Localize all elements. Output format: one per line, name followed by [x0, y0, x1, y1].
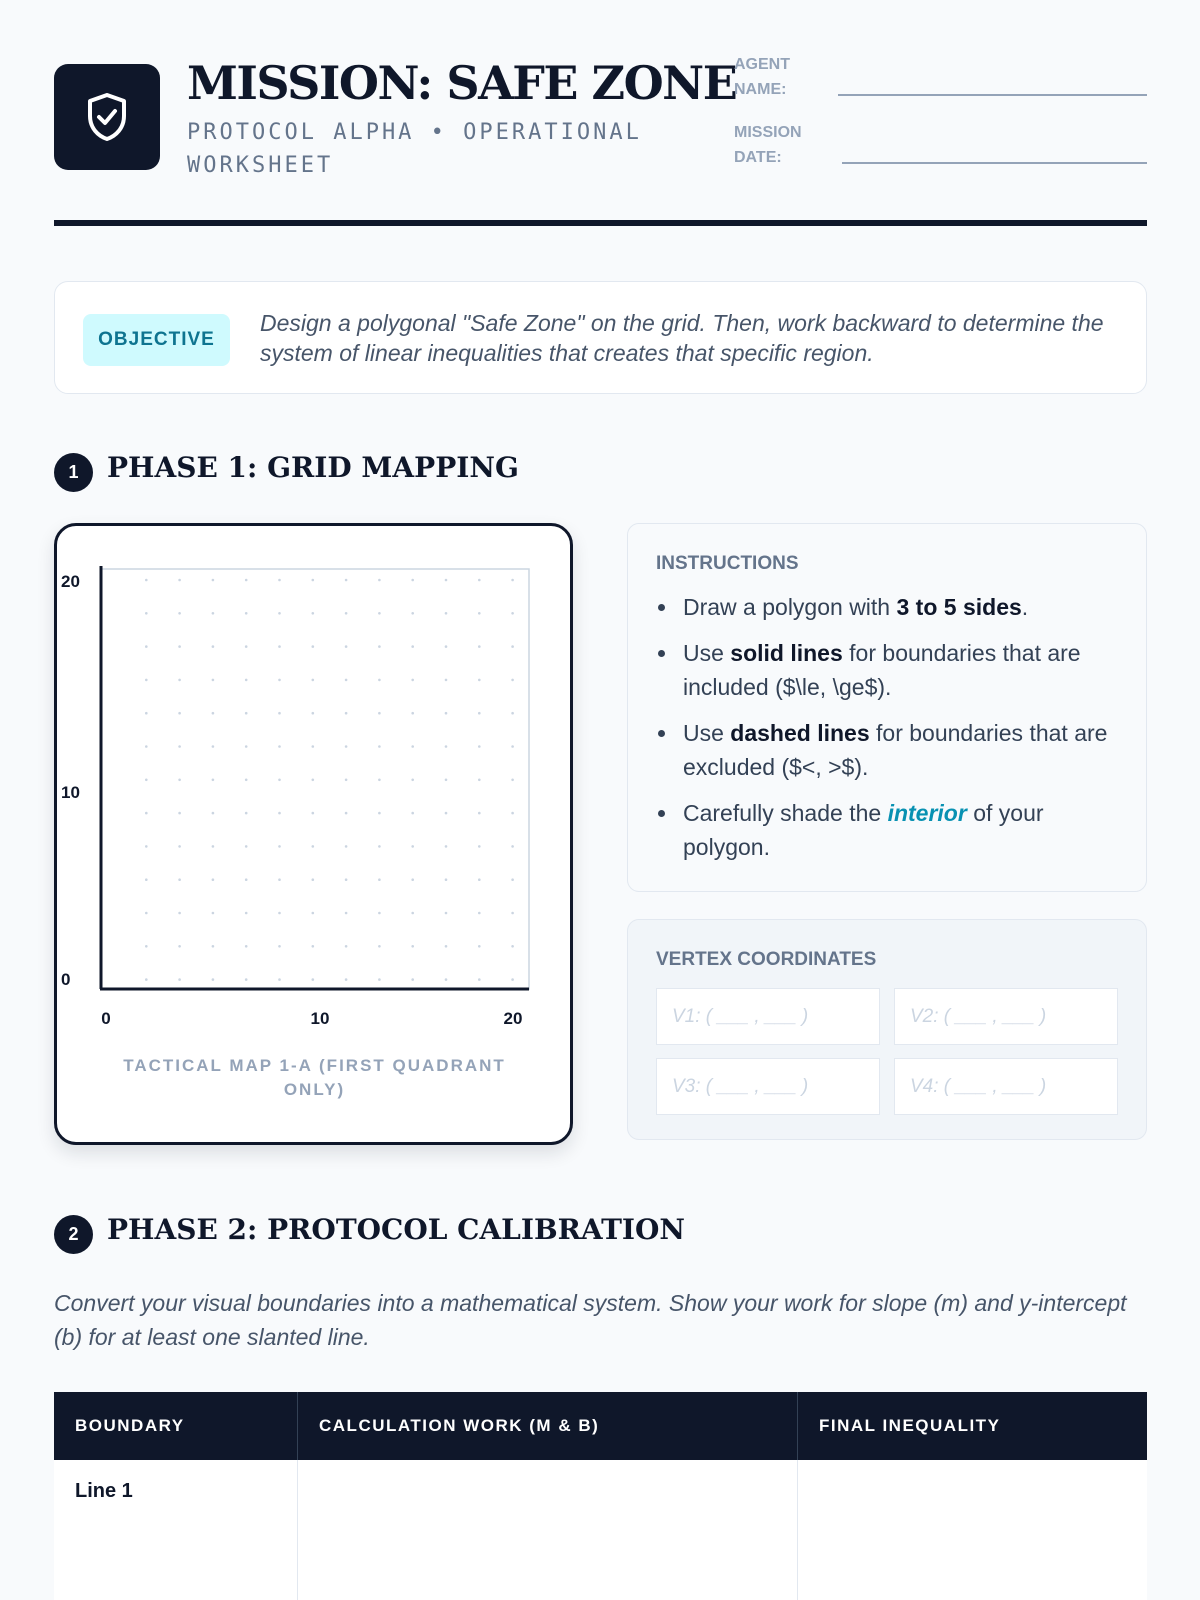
- grid-dot: [212, 612, 215, 615]
- objective-badge: OBJECTIVE: [83, 314, 230, 366]
- grid-dot: [178, 579, 181, 582]
- grid-dot: [245, 845, 248, 848]
- grid-dot: [178, 945, 181, 948]
- grid-dot: [411, 645, 414, 648]
- grid-dot: [145, 912, 148, 915]
- grid-dot: [145, 645, 148, 648]
- grid-dot: [378, 945, 381, 948]
- grid-dot: [245, 645, 248, 648]
- grid-dot: [278, 912, 281, 915]
- grid-dot: [478, 679, 481, 682]
- grid-dot: [511, 779, 514, 782]
- grid-dot: [145, 878, 148, 881]
- grid-dot: [478, 579, 481, 582]
- grid-dot: [312, 612, 315, 615]
- grid-dot: [245, 679, 248, 682]
- grid-dot: [478, 712, 481, 715]
- tactical-map-card: [54, 523, 573, 1145]
- grid-dot: [478, 912, 481, 915]
- grid-dot: [178, 912, 181, 915]
- grid-dot: [312, 745, 315, 748]
- header-divider: [297, 1392, 298, 1460]
- grid-dot: [378, 978, 381, 981]
- grid-dot: [178, 779, 181, 782]
- page-title: MISSION: SAFE ZONE: [187, 56, 737, 110]
- worksheet-page: [54, 0, 1147, 1600]
- grid-dot: [445, 978, 448, 981]
- instruction-item: Draw a polygon with 3 to 5 sides.: [656, 590, 1126, 624]
- boundary-cell: Line 1: [75, 1480, 133, 1502]
- grid-dot: [312, 645, 315, 648]
- phase-2-number: 2: [54, 1215, 93, 1254]
- grid-dot: [478, 878, 481, 881]
- grid-dot: [411, 745, 414, 748]
- instruction-item: Carefully shade the interior of your polygon.: [656, 796, 1126, 864]
- grid-dot: [511, 845, 514, 848]
- grid-dot: [445, 612, 448, 615]
- grid-dot: [445, 812, 448, 815]
- column-header-boundary: BOUNDARY: [75, 1416, 185, 1435]
- grid-dot: [278, 645, 281, 648]
- grid-dot: [445, 712, 448, 715]
- grid-dot: [411, 912, 414, 915]
- instructions-panel: [627, 523, 1147, 892]
- grid-dot: [312, 845, 315, 848]
- grid-dot: [511, 912, 514, 915]
- grid-dot: [178, 878, 181, 881]
- grid-dot: [178, 812, 181, 815]
- grid-dot: [378, 712, 381, 715]
- header-divider: [54, 220, 1147, 226]
- grid-dot: [145, 612, 148, 615]
- bullet-icon: [658, 810, 665, 817]
- grid-dot: [212, 912, 215, 915]
- grid-dot: [145, 779, 148, 782]
- grid-dot: [445, 779, 448, 782]
- grid-dot: [345, 612, 348, 615]
- grid-dot: [278, 845, 281, 848]
- final-inequality-cell[interactable]: [798, 1460, 1147, 1600]
- x-tick-label: 10: [310, 1009, 330, 1028]
- grid-dot: [411, 579, 414, 582]
- grid-dot: [345, 945, 348, 948]
- x-tick-label: 20: [503, 1009, 523, 1028]
- grid-dot: [212, 978, 215, 981]
- grid-dot: [278, 679, 281, 682]
- shield-check-icon: [84, 91, 130, 143]
- grid-dot: [245, 712, 248, 715]
- grid-dot: [378, 679, 381, 682]
- grid-dot: [178, 745, 181, 748]
- grid-dot: [145, 712, 148, 715]
- grid-dot: [312, 978, 315, 981]
- grid-dot: [145, 745, 148, 748]
- vertex-field-v2[interactable]: V2: ( ___ , ___ ): [894, 988, 1118, 1045]
- grid-dot: [212, 845, 215, 848]
- grid-dot: [378, 745, 381, 748]
- grid-dot: [345, 712, 348, 715]
- phase-2-title: PHASE 2: PROTOCOL CALIBRATION: [107, 1213, 686, 1246]
- grid-dot: [178, 645, 181, 648]
- grid-dot: [145, 945, 148, 948]
- table-header-row: [54, 1392, 1147, 1460]
- grid-dot: [212, 812, 215, 815]
- grid-dot: [278, 812, 281, 815]
- phase-1-number: 1: [54, 453, 93, 492]
- grid-dot: [445, 878, 448, 881]
- grid-dot: [511, 579, 514, 582]
- grid-dot: [378, 779, 381, 782]
- grid-dot: [312, 712, 315, 715]
- grid-dot: [212, 779, 215, 782]
- grid-dot: [478, 779, 481, 782]
- grid-dot: [278, 878, 281, 881]
- grid-dot: [178, 712, 181, 715]
- grid-dot: [278, 945, 281, 948]
- calibration-table: [54, 1392, 1147, 1600]
- grid-dot: [245, 779, 248, 782]
- objective-card: [54, 281, 1147, 394]
- vertex-heading: VERTEX COORDINATES: [656, 949, 877, 970]
- grid-dot: [345, 845, 348, 848]
- grid-dot: [511, 612, 514, 615]
- grid-dot: [411, 878, 414, 881]
- instruction-item: Use solid lines for boundaries that are included ($\le, \ge$).: [656, 636, 1126, 704]
- grid-dot: [411, 978, 414, 981]
- grid-dot: [378, 912, 381, 915]
- objective-text: Design a polygonal "Safe Zone" on the grid. Then, work backward to determine the system of linear inequalities that creates that specific region.: [260, 310, 1104, 366]
- grid-dot: [511, 745, 514, 748]
- grid-dot: [345, 779, 348, 782]
- vertex-field-v3[interactable]: V3: ( ___ , ___ ): [656, 1058, 880, 1115]
- grid-dot: [312, 945, 315, 948]
- grid-dot: [145, 845, 148, 848]
- grid-dot: [345, 878, 348, 881]
- grid-dot: [245, 745, 248, 748]
- column-header-calculation: CALCULATION WORK (M & B): [319, 1416, 600, 1435]
- column-header-inequality: FINAL INEQUALITY: [819, 1416, 1001, 1435]
- grid-dot: [445, 912, 448, 915]
- grid-dot: [378, 645, 381, 648]
- grid-dot: [445, 945, 448, 948]
- bullet-icon: [658, 604, 665, 611]
- grid-dot: [445, 579, 448, 582]
- grid-dot: [212, 745, 215, 748]
- grid-dot: [278, 745, 281, 748]
- grid-dot: [478, 978, 481, 981]
- agent-name-field[interactable]: [838, 94, 1147, 96]
- x-tick-label: 0: [101, 1009, 111, 1028]
- grid-dot: [245, 812, 248, 815]
- grid-dot: [378, 845, 381, 848]
- grid-dot: [511, 645, 514, 648]
- mission-date-field[interactable]: [842, 162, 1147, 164]
- instruction-item: Use dashed lines for boundaries that are excluded ($<, >$).: [656, 716, 1126, 784]
- grid-dot: [245, 612, 248, 615]
- grid-dot: [278, 712, 281, 715]
- grid-dot: [278, 579, 281, 582]
- grid-dot: [411, 712, 414, 715]
- grid-dot: [478, 812, 481, 815]
- instructions-heading: INSTRUCTIONS: [656, 553, 799, 574]
- grid-dot: [212, 645, 215, 648]
- phase-1-title: PHASE 1: GRID MAPPING: [107, 451, 519, 484]
- grid-dot: [511, 945, 514, 948]
- grid-dot: [378, 812, 381, 815]
- vertex-field-v1[interactable]: V1: ( ___ , ___ ): [656, 988, 880, 1045]
- bullet-icon: [658, 730, 665, 737]
- grid-dot: [411, 679, 414, 682]
- grid-dot: [245, 912, 248, 915]
- grid-dot: [145, 679, 148, 682]
- grid-dot: [178, 845, 181, 848]
- grid-dot: [478, 645, 481, 648]
- grid-dot: [212, 679, 215, 682]
- grid-dot: [245, 878, 248, 881]
- grid-dot: [345, 812, 348, 815]
- grid-dot: [278, 779, 281, 782]
- grid-dot: [511, 878, 514, 881]
- grid-dot: [378, 612, 381, 615]
- vertex-coordinates-panel: [627, 919, 1147, 1140]
- instructions-list: [656, 590, 1126, 876]
- grid-dot: [312, 878, 315, 881]
- grid-dot: [212, 878, 215, 881]
- grid-dot: [411, 812, 414, 815]
- grid-dot: [245, 579, 248, 582]
- y-tick-label: 10: [61, 783, 80, 802]
- grid-dot: [345, 978, 348, 981]
- grid-dot: [445, 745, 448, 748]
- grid-dot: [312, 912, 315, 915]
- grid-dot: [178, 612, 181, 615]
- grid-dot: [345, 912, 348, 915]
- grid-dot: [212, 712, 215, 715]
- grid-dot: [511, 978, 514, 981]
- header-divider: [797, 1392, 798, 1460]
- grid-dot: [312, 779, 315, 782]
- y-tick-label: 20: [61, 572, 80, 591]
- grid-dot: [145, 812, 148, 815]
- grid-dot: [478, 945, 481, 948]
- grid-dot: [478, 845, 481, 848]
- page-subtitle: PROTOCOL ALPHA • OPERATIONAL WORKSHEET: [187, 120, 642, 178]
- grid-dot: [478, 745, 481, 748]
- grid-dot: [145, 579, 148, 582]
- grid-dot: [245, 945, 248, 948]
- grid-dot: [245, 978, 248, 981]
- grid-dot: [511, 712, 514, 715]
- grid-dot: [312, 812, 315, 815]
- grid-dot: [145, 978, 148, 981]
- grid-dot: [511, 679, 514, 682]
- grid-dot: [178, 679, 181, 682]
- logo: [54, 64, 160, 170]
- grid-dot: [345, 679, 348, 682]
- map-caption: TACTICAL MAP 1-A (FIRST QUADRANT ONLY): [123, 1056, 506, 1099]
- grid-dot: [478, 612, 481, 615]
- calculation-work-cell[interactable]: [298, 1460, 797, 1600]
- bullet-icon: [658, 650, 665, 657]
- grid-dot: [345, 745, 348, 748]
- phase-2-intro: Convert your visual boundaries into a mathematical system. Show your work for slope (m) and y-intercept (b) for at least one slanted line.: [54, 1290, 1127, 1350]
- grid-dot: [278, 612, 281, 615]
- grid-dot: [312, 579, 315, 582]
- grid-dot: [411, 945, 414, 948]
- grid-dot: [378, 878, 381, 881]
- grid-dot: [178, 978, 181, 981]
- vertex-field-v4[interactable]: V4: ( ___ , ___ ): [894, 1058, 1118, 1115]
- tactical-map-grid[interactable]: [57, 526, 570, 1142]
- grid-dot: [411, 845, 414, 848]
- grid-dot: [212, 945, 215, 948]
- grid-dot: [312, 679, 315, 682]
- agent-name-label: AGENT NAME:: [734, 56, 790, 98]
- grid-dot: [345, 645, 348, 648]
- grid-dot: [278, 978, 281, 981]
- grid-dot: [445, 845, 448, 848]
- grid-dot: [212, 579, 215, 582]
- header: [54, 56, 1147, 214]
- grid-dot: [411, 779, 414, 782]
- mission-date-label: MISSION DATE:: [734, 124, 802, 166]
- grid-dot: [345, 579, 348, 582]
- grid-dot: [445, 645, 448, 648]
- y-tick-label: 0: [61, 970, 71, 989]
- grid-dot: [445, 679, 448, 682]
- grid-dot: [511, 812, 514, 815]
- grid-dot: [378, 579, 381, 582]
- grid-dot: [411, 612, 414, 615]
